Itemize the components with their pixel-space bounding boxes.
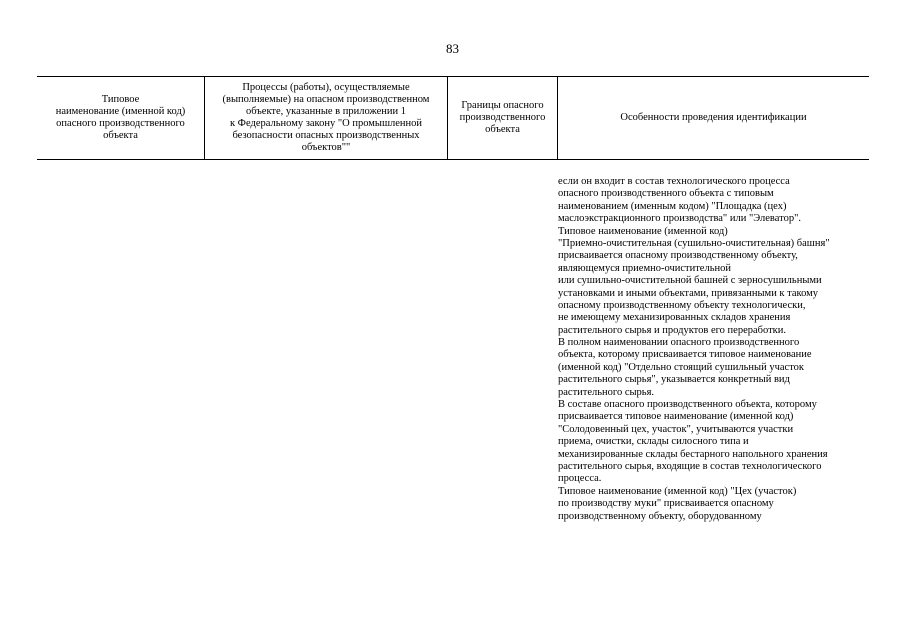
text-line: растительного сырья и продуктов его переработки. — [558, 324, 787, 336]
header-line: объекте, указанные в приложении 1 — [246, 106, 406, 117]
text-line: (именной код) "Отдельно стоящий сушильный участок — [558, 361, 804, 373]
text-line: растительного сырья", указывается конкретный вид — [558, 374, 790, 386]
text-line: объекта, которому присваивается типовое наименование — [558, 349, 812, 361]
text-line: механизированные склады бестарного напольного хранения — [558, 448, 828, 460]
text-line: растительного сырья, входящие в состав технологического — [558, 460, 822, 472]
header-line: Процессы (работы), осуществляемые — [242, 82, 410, 93]
text-line: В составе опасного производственного объекта, которому — [558, 399, 817, 411]
text-line: "Приемно-очистительная (сушильно-очистительная) башня" — [558, 237, 830, 249]
text-line: по производству муки" присваивается опасному — [558, 498, 774, 510]
header-line: объекта — [103, 130, 138, 141]
header-line: опасного производственного — [56, 118, 185, 129]
text-line: если он входит в состав технологического процесса — [558, 176, 790, 187]
text-line: В полном наименовании опасного производственного — [558, 337, 800, 349]
text-line: маслоэкстракционного производства" или "Элеватор". — [558, 213, 801, 225]
text-line: приема, очистки, склады силосного типа и — [558, 436, 749, 448]
text-line: являющемуся приемно-очистительной — [558, 262, 731, 274]
header-line: к Федеральному закону "О промышленной — [229, 118, 423, 129]
text-line: производственному объекту, оборудованному — [558, 510, 762, 522]
text-line: установками и иными объектами, привязанными к такому — [558, 287, 819, 299]
header-line: объекта — [485, 124, 520, 135]
header-line: наименование (именной код) — [55, 106, 186, 117]
text-line: присваивается опасному производственному объекту, — [558, 250, 798, 262]
header-cell-identification-text — [620, 112, 806, 124]
text-line: Типовое наименование (именной код) "Цех (участок) — [558, 485, 797, 497]
header-line: безопасности опасных производственных — [232, 130, 420, 141]
header-line: производственного — [459, 112, 546, 123]
header-cell-processes-text — [223, 82, 430, 154]
header-line: объектов"" — [301, 142, 351, 153]
header-cell-boundaries-text — [460, 100, 546, 136]
text-line: наименованием (именным кодом) "Площадка (цех) — [558, 200, 787, 212]
header-line: Типовое — [101, 94, 140, 105]
text-line: Типовое наименование (именной код) — [558, 225, 728, 237]
identification-text-column — [558, 176, 869, 523]
header-cell-processes — [204, 77, 447, 159]
text-line: присваивается типовое наименование (именной код) — [558, 411, 794, 423]
text-line: не имеющему механизированных складов хранения — [558, 312, 791, 324]
header-cell-identification — [557, 77, 869, 159]
header-line: Особенности проведения идентификации — [620, 112, 807, 123]
header-line: Границы опасного — [461, 100, 544, 111]
header-cell-type-name — [37, 77, 204, 159]
table-header — [37, 76, 869, 160]
header-line: (выполняемые) на опасном производственном — [222, 94, 430, 105]
header-cell-boundaries — [447, 77, 557, 159]
header-cell-type-name-text — [56, 94, 186, 142]
text-line: опасного производственного объекта с типовым — [558, 188, 774, 200]
text-line: опасному производственному объекту технологически, — [558, 299, 806, 311]
text-line: или сушильно-очистительной башней с зерносушильными — [558, 275, 822, 287]
text-line: процесса. — [558, 473, 602, 485]
page-number: 83 — [446, 41, 459, 56]
text-line: растительного сырья. — [558, 386, 655, 398]
text-line: "Солодовенный цех, участок", учитываются участки — [558, 423, 794, 435]
